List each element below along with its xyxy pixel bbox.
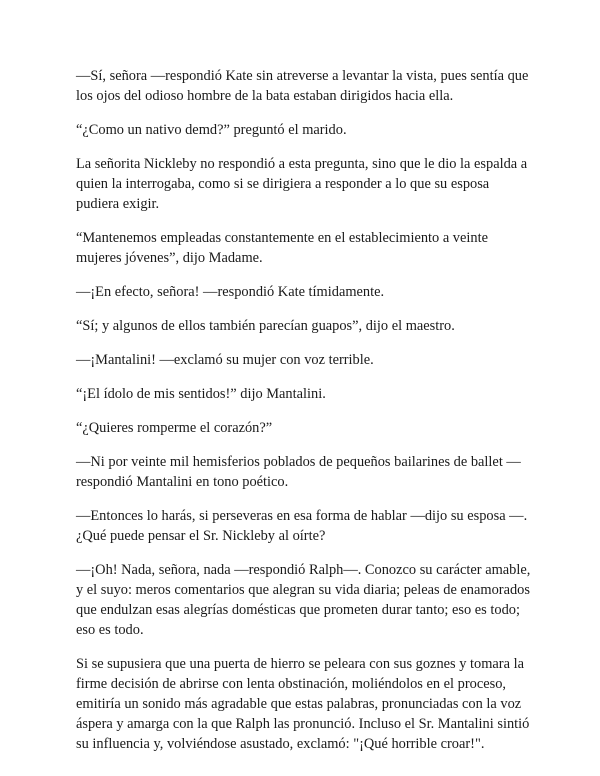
paragraph-7: —¡Mantalini! —exclamó su mujer con voz terrible. xyxy=(76,352,374,368)
document-page xyxy=(76,66,532,768)
paragraph-4: “Mantenemos empleadas constantemente en el establecimiento a veinte mujeres jóvenes”, dijo Madame. xyxy=(76,230,488,266)
paragraph-13: Si se supusiera que una puerta de hierro se peleara con sus goznes y tomara la firme decisión de abrirse con lenta obstinación, moliéndolos en el proceso, emitiría un sonido más agradable que estas palabras, pronunciadas con la voz áspera y amarga con la que Ralph las pronunció. Incluso el Sr. Mantalini sintió su influencia y, volviéndose asustado, exclamó: "¡Qué horrible croar!". xyxy=(76,656,530,752)
paragraph-9: “¿Quieres romperme el corazón?” xyxy=(76,420,273,436)
paragraph-3: La señorita Nickleby no respondió a esta pregunta, sino que le dio la espalda a quien la interrogaba, como si se dirigiera a responder a lo que su esposa pudiera exigir. xyxy=(76,156,528,212)
paragraph-1: —Sí, señora —respondió Kate sin atreverse a levantar la vista, pues sentía que los ojos del odioso hombre de la bata estaban dirigidos hacia ella. xyxy=(76,68,529,104)
paragraph-6: “Sí; y algunos de ellos también parecían guapos”, dijo el maestro. xyxy=(76,318,455,334)
paragraph-5: —¡En efecto, señora! —respondió Kate tímidamente. xyxy=(76,284,385,300)
paragraph-2: “¿Como un nativo demd?” preguntó el marido. xyxy=(76,122,347,138)
paragraph-12: —¡Oh! Nada, señora, nada —respondió Ralph—. Conozco su carácter amable, y el suyo: meros comentarios que alegran su vida diaria; peleas de enamorados que endulzan esas alegrías domésticas que prometen durar tanto; eso es todo; eso es todo. xyxy=(76,562,531,638)
paragraph-11: —Entonces lo harás, si perseveras en esa forma de hablar —dijo su esposa —. ¿Qué puede pensar el Sr. Nickleby al oírte? xyxy=(76,508,528,544)
paragraph-8: “¡El ídolo de mis sentidos!” dijo Mantalini. xyxy=(76,386,326,402)
paragraph-10: —Ni por veinte mil hemisferios poblados de pequeños bailarines de ballet —respondió Mantalini en tono poético. xyxy=(76,454,521,490)
